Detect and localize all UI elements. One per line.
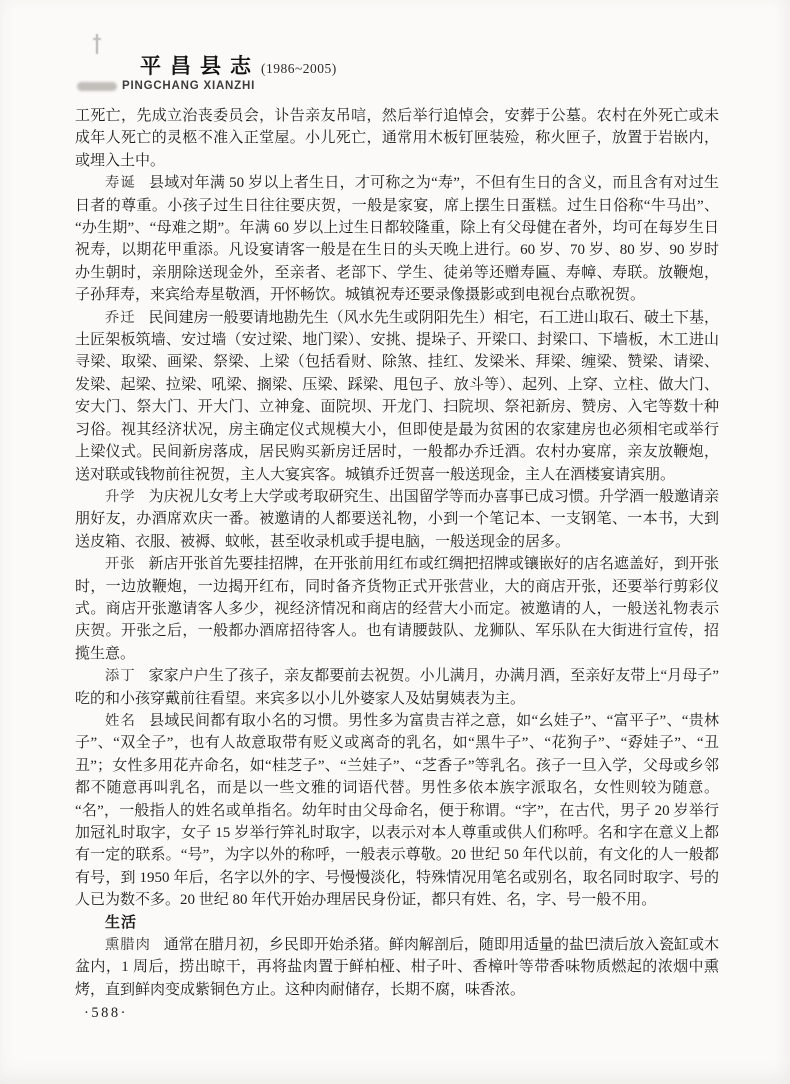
body-paragraph <box>75 665 719 710</box>
body-paragraph <box>75 934 719 1001</box>
paragraph-text: 县域对年满 50 岁以上者生日，才可称之为“寿”，不但有生日的含义，而且含有对过生日者的尊重。小孩子过生日往往要庆贺，一般是家宴，席上摆生日蛋糕。过生日俗称“牛马出”、“办生期”、“母难之期”。年满 60 岁以上过生日都较隆重，除上有父母健在者外，均可在每岁生日祝寿，以期花甲重添。凡设宴请客一般是在生日的头天晚上进行。60 岁、70 岁、80 岁、90 岁时办生朝时，亲朋除送现金外，至亲者、老部下、学生、徒弟等还赠寿匾、寿幛、寿联。放鞭炮，子孙拜寿，来宾给寿星敬酒，开怀畅饮。城镇祝寿还要录像摄影或到电视台点歌祝贺。 <box>75 175 720 304</box>
paragraph-lead-term: 寿诞 <box>105 175 137 192</box>
page-body-text <box>75 105 719 1001</box>
book-title-years: (1986~2005) <box>261 61 337 76</box>
body-paragraph <box>75 553 719 665</box>
paragraph-text: 县域民间都有取小名的习惯。男性多为富贵吉祥之意，如“幺娃子”、“富平子”、“贵林子”、“双全子”，也有人故意取带有贬义或离奇的乳名，如“黑牛子”、“花狗子”、“孬娃子”、“丑丑”；女性多用花卉命名，如“桂芝子”、“兰娃子”、“芝香子”等乳名。孩子一旦入学，父母或乡邻都不随意再叫乳名，而是以一些文雅的词语代替。男性多依本族字派取名，女性则较为随意。“名”，一般指人的姓名或单指名。幼年时由父母命名，便于称谓。“字”，在古代，男子 20 岁举行加冠礼时取字，女子 15 岁举行笄礼时取字，以表示对本人尊重或供人们称呼。名和字在意义上都有一定的联系。“号”，为字以外的称呼，一般表示尊敬。20 世纪 50 年代以前，有文化的人一般都有号，到 1950 年后，名字以外的字、号慢慢淡化，特殊情况用笔名或别名，取名同时取字、号的人已为数不多。20 世纪 80 年代开始办理居民身份证，都只有姓、名，字、号一般不用。 <box>75 712 720 909</box>
paragraph-text: 通常在腊月初，乡民即开始杀猪。鲜肉解剖后，随即用适量的盐巴渍后放入瓷缸或木盆内，1 周后，捞出晾干，再将盐肉置于鲜柏桠、柑子叶、香樟叶等带香味物质燃起的浓烟中熏烤，直到鲜肉变成紫铜色方止。这种肉耐储存，长期不腐，味香浓。 <box>75 937 720 998</box>
paragraph-lead-term: 升学 <box>105 488 136 505</box>
paragraph-lead-term: 开张 <box>105 556 136 573</box>
section-heading: 生活 <box>105 914 138 931</box>
book-brand-row <box>77 80 255 92</box>
paragraph-lead-term: 熏腊肉 <box>105 937 151 954</box>
scan-artifact-mark <box>96 34 98 54</box>
book-title-pinyin: PINGCHANG XIANZHI <box>122 80 256 92</box>
body-paragraph: 工死亡，先成立治丧委员会，讣告亲友吊唁，然后举行追悼会，安葬于公墓。农村在外死亡或未成年人死亡的灵柩不准入正堂屋。小儿死亡，通常用木板钉匣装殓，称火匣子，放置于岩嵌内，或埋入土中。 <box>75 108 719 169</box>
book-title: 平昌县志 <box>140 54 260 78</box>
page-number: ·588· <box>84 1005 128 1021</box>
body-paragraph <box>75 172 719 306</box>
paragraph-lead-term: 乔迁 <box>105 309 136 326</box>
page-header <box>140 50 337 80</box>
body-paragraph <box>75 307 719 486</box>
body-paragraph <box>75 486 719 553</box>
paragraph-text: 为庆祝儿女考上大学或考取研究生、出国留学等而办喜事已成习惯。升学酒一般邀请亲朋好友，办酒席欢庆一番。被邀请的人都要送礼物，小到一个笔记本、一支钢笔、一本书，大到送皮箱、衣服、被褥、蚊帐，甚至收录机或手提电脑，一般送现金的居多。 <box>75 488 719 550</box>
paragraph-text: 家家户户生了孩子，亲友都要前去祝贺。小儿满月，办满月酒，至亲好友带上“月母子”吃的和小孩穿戴前往看望。来宾多以小儿外婆家人及姑舅姨表为主。 <box>75 668 720 707</box>
paragraph-text: 新店开张首先要挂招牌，在开张前用红布或红绸把招牌或镶嵌好的店名遮盖好，到开张时，一边放鞭炮，一边揭开红布，同时备齐货物正式开张营业，大的商店开张，还要举行剪彩仪式。商店开张邀请客人多少，视经济情况和商店的经营大小而定。被邀请的人，一般送礼物表示庆贺。开张之后，一般都办酒席招待客人。也有请腰鼓队、龙狮队、军乐队在大街进行宣传，招揽生意。 <box>75 556 719 662</box>
paragraph-text: 民间建房一般要请地勘先生（风水先生或阴阳先生）相宅，石工进山取石、破土下基，土匠架板筑墙、安过墙（安过梁、地门梁）、安挑、提垛子、开梁口、封梁口、下墙板，木工进山寻梁、取梁、画梁、祭梁、上梁（包括看财、除煞、挂红、发梁米、拜梁、缠梁、赞梁、请梁、发梁、起梁、拉梁、吼梁、搁梁、压梁、踩梁、甩包子、放斗等）、起列、上穿、立柱、做大门、安大门、祭大门、开大门、立神龛、面院坝、开龙门、扫院坝、祭祀新房、赞房、入宅等数十种习俗。视其经济状况，房主确定仪式规模大小，但即使是最为贫困的农家建房也必须相宅或举行上梁仪式。民间新房落成，居民购买新房迁居时，一般都办乔迁酒。农村办宴席，亲友放鞭炮，送对联或钱物前往祝贺，主人大宴宾客。城镇乔迁贺喜一般送现金，主人在酒楼宴请宾朋。 <box>75 309 719 483</box>
body-paragraph <box>75 710 719 912</box>
publisher-logo-smudge-icon <box>77 82 117 91</box>
paragraph-lead-term: 姓名 <box>105 712 137 729</box>
paragraph-lead-term: 添丁 <box>105 668 136 685</box>
